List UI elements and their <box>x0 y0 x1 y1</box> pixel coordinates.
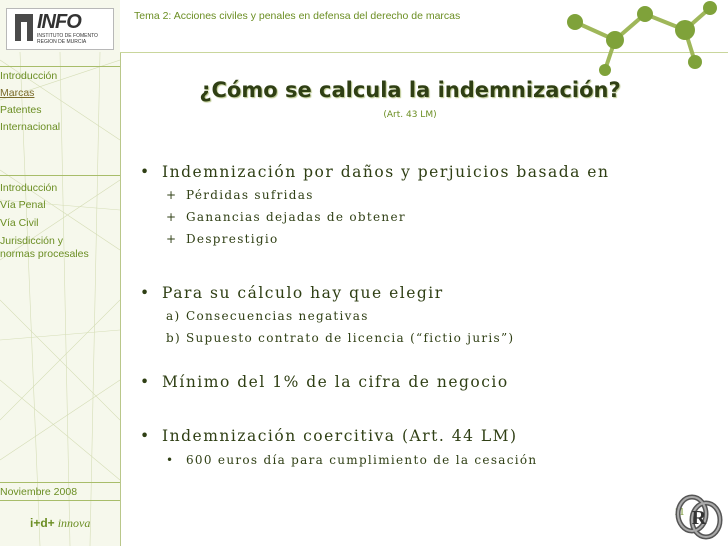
sub-bullet-item <box>166 309 369 323</box>
bullet-item <box>140 373 509 391</box>
sidebar-item-patentes[interactable]: Patentes <box>0 104 42 116</box>
molecule-decoration-icon <box>545 0 728 78</box>
sub-bullet-text: Ganancias dejadas de obtener <box>186 210 406 224</box>
sidebar-item-introduccion[interactable]: Introducción <box>0 70 58 82</box>
bullet-text: Indemnización por daños y perjuicios basada en <box>162 163 610 181</box>
sidebar-item-normas-procesales[interactable]: normas procesales <box>0 248 89 260</box>
info-logo-text: INFO <box>37 11 81 33</box>
page-number: 11 <box>674 506 685 518</box>
sidebar-item-introduccion-2[interactable]: Introducción <box>0 182 58 194</box>
sidebar-divider <box>0 500 120 501</box>
bullet-marker: • <box>140 163 151 181</box>
bullet-item <box>140 284 444 302</box>
sidebar-footer-date: Noviembre 2008 <box>0 486 78 498</box>
sub-bullet-item <box>166 188 314 202</box>
slide-subtitle: (Art. 43 LM) <box>383 110 437 120</box>
sub-bullet-item <box>166 453 537 467</box>
sidebar-item-via-penal[interactable]: Vía Penal <box>0 199 46 211</box>
sidebar-item-jurisdiccion[interactable]: Jurisdicción y <box>0 235 64 247</box>
sub-bullet-text: 600 euros día para cumplimiento de la cesación <box>186 453 538 467</box>
chain-link-icon <box>672 488 726 544</box>
sidebar-item-via-civil[interactable]: Vía Civil <box>0 217 39 229</box>
innova-logo <box>30 516 90 531</box>
bullet-marker: • <box>140 427 151 445</box>
sidebar-item-marcas[interactable]: Marcas <box>0 87 35 99</box>
sub-bullet-marker: + <box>166 188 178 202</box>
sub-bullet-marker: a) <box>166 309 181 323</box>
sub-bullet-item <box>166 232 279 246</box>
sidebar-divider <box>0 482 120 483</box>
bullet-item <box>140 427 518 445</box>
sub-bullet-marker: + <box>166 232 178 246</box>
sub-bullet-text: Pérdidas sufridas <box>186 188 314 202</box>
bullet-text: Indemnización coercitiva (Art. 44 LM) <box>162 427 518 445</box>
slide-title: ¿Cómo se calcula la indemnización? <box>199 78 621 102</box>
info-logo <box>6 8 114 50</box>
bullet-item <box>140 163 609 181</box>
sub-bullet-marker: b) <box>166 331 181 345</box>
bullet-marker: • <box>140 284 151 302</box>
sub-bullet-marker: + <box>166 210 178 224</box>
sub-bullet-text: Desprestigio <box>186 232 279 246</box>
bullet-text: Para su cálculo hay que elegir <box>162 284 444 302</box>
header-topic: Tema 2: Acciones civiles y penales en defensa del derecho de marcas <box>134 10 461 22</box>
innova-logo-mark: i+d+ <box>30 516 55 530</box>
bullet-marker: • <box>140 373 151 391</box>
sidebar-item-internacional[interactable]: Internacional <box>0 121 61 133</box>
sub-bullet-text: Consecuencias negativas <box>186 309 369 323</box>
sub-bullet-text: Supuesto contrato de licencia (“fictio juris”) <box>186 331 515 345</box>
bullet-text: Mínimo del 1% de la cifra de negocio <box>162 373 509 391</box>
info-logo-mark-icon <box>15 14 33 41</box>
svg-text:R: R <box>691 507 707 529</box>
sub-bullet-item <box>166 210 406 224</box>
sidebar-divider <box>0 175 120 176</box>
sub-bullet-item <box>166 331 514 345</box>
sub-bullet-marker: • <box>166 453 175 467</box>
sidebar <box>0 0 121 546</box>
sidebar-divider <box>0 66 120 67</box>
info-logo-subtitle: INSTITUTO DE FOMENTO REGION DE MURCIA <box>37 33 98 45</box>
innova-logo-word: innova <box>57 516 91 530</box>
